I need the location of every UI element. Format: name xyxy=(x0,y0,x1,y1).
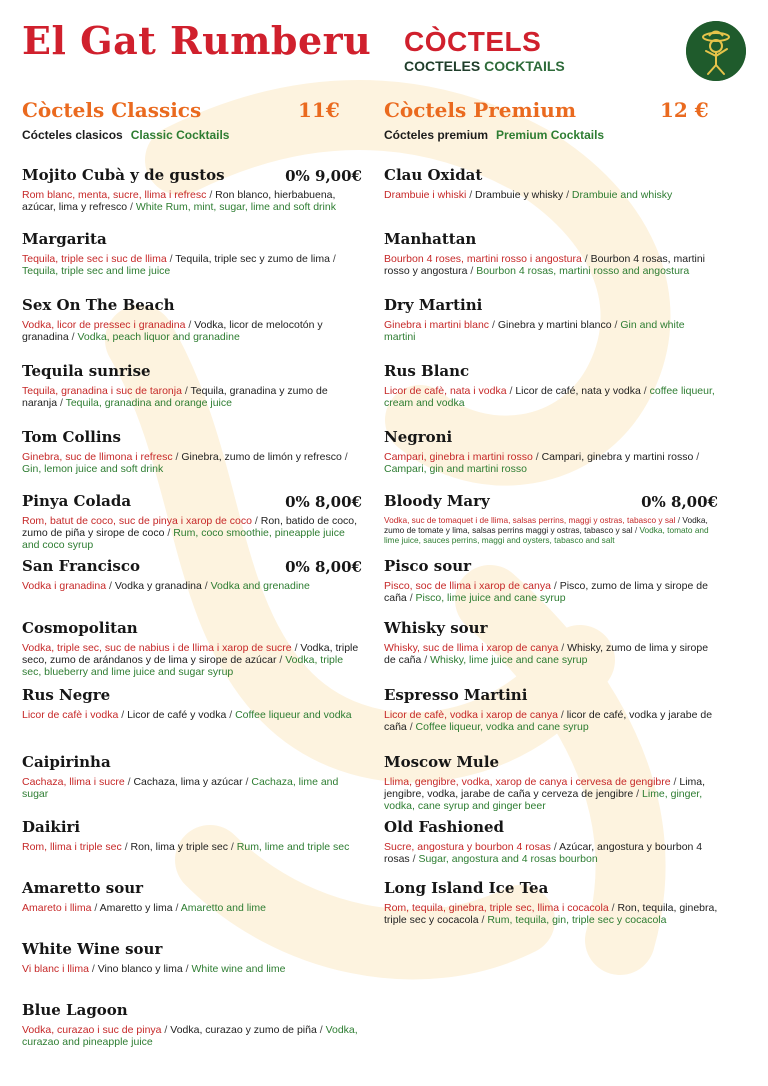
desc-es: Ron, batido de coco, zumo de piña y sirope de coco xyxy=(22,515,358,539)
desc-ca: Tequila, triple sec i suc de llima xyxy=(22,253,167,265)
desc-es: Ginebra y martini blanco xyxy=(497,319,612,331)
cocktail-description: Campari, ginebra i martini rosso / Campari, ginebra y martini rosso / Campari, gin and martini rosso xyxy=(384,451,700,475)
desc-en: Gin, lemon juice and soft drink xyxy=(22,463,164,475)
cocktail-item xyxy=(22,619,362,678)
desc-en: coffee liqueur, cream and vodka xyxy=(384,385,715,409)
cocktail-item xyxy=(22,230,362,277)
cocktail-item xyxy=(22,557,362,592)
cocktail-description: Tequila, granadina i suc de taronja / Tequila, granadina y zumo de naranja / Tequila, granadina and orange juice xyxy=(22,385,328,409)
section-title: Còctels Premium xyxy=(384,98,576,122)
cocktail-item xyxy=(22,428,362,475)
desc-es: Licor de café, nata y vodka xyxy=(515,385,641,397)
desc-en: Tequila, triple sec and lime juice xyxy=(22,265,171,277)
desc-en: Vodka, tomato and lime juice, sauces perrins, maggi and oysters, tabasco and salt xyxy=(384,525,709,545)
cocktail-name: Whisky sour xyxy=(384,619,488,637)
cocktail-description: Amareto i llima / Amaretto y lima / Amaretto and lime xyxy=(22,902,266,914)
desc-es: Lima, jengibre, vodka, jarabe de caña y cerveza de jengibre xyxy=(384,776,706,800)
desc-en: Pisco, lime juice and cane syrup xyxy=(415,592,566,604)
desc-es: Vodka y granadina xyxy=(114,580,202,592)
desc-en: Coffee liqueur, vodka and cane syrup xyxy=(415,721,589,733)
section-subtitle-es: Cócteles clasicos xyxy=(22,128,123,142)
desc-ca: Vodka, suc de tomaquet i de llima, salsas perrins, maggi y ostras, tabasco y sal xyxy=(384,515,676,525)
cocktail-item xyxy=(384,753,718,812)
desc-en: White Rum, mint, sugar, lime and soft drink xyxy=(135,201,336,213)
desc-ca: Vodka, licor de pressec i granadina xyxy=(22,319,186,331)
cocktail-item xyxy=(22,753,362,800)
desc-es: Bourbon 4 rosas, martini rosso y angostura xyxy=(384,253,706,277)
desc-en: Amaretto and lime xyxy=(180,902,266,914)
cocktail-name: Rus Blanc xyxy=(384,362,470,380)
desc-ca: Vi blanc i llima xyxy=(22,963,89,975)
section-title: Còctels Classics xyxy=(22,98,202,122)
desc-es: Campari, ginebra y martini rosso xyxy=(541,451,694,463)
cocktail-item xyxy=(22,1001,362,1048)
desc-en: Vodka, peach liquor and granadine xyxy=(77,331,240,343)
cocktail-description: Licor de cafè, vodka i xarop de canya / licor de café, vodka y jarabe de caña / Coffee liqueur, vodka and cane syrup xyxy=(384,709,713,733)
cocktail-description: Vodka, curazao i suc de pinya / Vodka, curazao y zumo de piña / Vodka, curazao and pineapple juice xyxy=(22,1024,358,1048)
cocktail-name: Long Island Ice Tea xyxy=(384,879,549,897)
desc-es: Ron, tequila, ginebra, triple sec y cocacola xyxy=(384,902,718,926)
desc-ca: Rom, llima i triple sec xyxy=(22,841,122,853)
desc-ca: Licor de cafè, nata i vodka xyxy=(384,385,507,397)
cocktail-item xyxy=(22,940,362,975)
desc-ca: Vodka, curazao i suc de pinya xyxy=(22,1024,162,1036)
cocktail-name: Clau Oxidat xyxy=(384,166,483,184)
desc-en: Whisky, lime juice and cane syrup xyxy=(430,654,588,666)
cocktail-description: Drambuie i whiski / Drambuie y whisky / Drambuie and whisky xyxy=(384,189,673,201)
cocktail-description: Pisco, soc de llima i xarop de canya / Pisco, zumo de lima y sirope de caña / Pisco, lime juice and cane syrup xyxy=(384,580,708,604)
section-price: 11€ xyxy=(298,98,340,122)
desc-ca: Llima, gengibre, vodka, xarop de canya i cervesa de gengibre xyxy=(384,776,671,788)
cocktail-description: Vodka i granadina / Vodka y granadina / Vodka and grenadine xyxy=(22,580,310,592)
cocktail-name: Old Fashioned xyxy=(384,818,505,836)
cocktail-item xyxy=(384,296,718,343)
cocktail-description: Vodka, suc de tomaquet i de llima, salsas perrins, maggi y ostras, tabasco y sal / Vodka, zumo de tomate y lima, salsas perrins maggi y ostras, tabasco y sal / Vodka, tomato and lime juice, sauces perrins, maggi and oysters, tabasco and salt xyxy=(384,515,709,545)
cocktail-name: Bloody Mary xyxy=(384,492,490,510)
desc-en: Rum, tequila, gin, triple sec y cocacola xyxy=(487,914,667,926)
desc-ca: Ginebra, suc de llimona i refresc xyxy=(22,451,173,463)
section-subtitle-en: Premium Cocktails xyxy=(496,128,605,142)
header-subtitle-es: COCTELES xyxy=(404,58,481,74)
cocktail-description: Vodka, triple sec, suc de nabius i de llima i xarop de sucre / Vodka, triple seco, zumo de arándanos y de lima y sirope de azúcar / Vodka, triple sec, blueberry and lime juice and sugar syrup xyxy=(22,642,359,678)
desc-ca: Pisco, soc de llima i xarop de canya xyxy=(384,580,551,592)
cocktail-name: Pisco sour xyxy=(384,557,472,575)
cocktail-item xyxy=(384,362,718,409)
desc-en: Vodka and grenadine xyxy=(210,580,310,592)
section-subtitle xyxy=(22,128,229,142)
cocktail-item xyxy=(22,686,362,721)
desc-en: White wine and lime xyxy=(191,963,286,975)
cocktail-name: Pinya Colada xyxy=(22,492,132,510)
cocktail-item xyxy=(22,362,362,409)
cocktail-description: Tequila, triple sec i suc de llima / Tequila, triple sec y zumo de lima / Tequila, triple sec and lime juice xyxy=(22,253,336,277)
desc-en: Bourbon 4 rosas, martini rosso and angostura xyxy=(476,265,690,277)
desc-en: Vodka, triple sec, blueberry and lime juice and sugar syrup xyxy=(22,654,344,678)
desc-ca: Campari, ginebra i martini rosso xyxy=(384,451,533,463)
desc-ca: Sucre, angostura y bourbon 4 rosas xyxy=(384,841,551,853)
desc-en: Cachaza, lime and sugar xyxy=(22,776,339,800)
cocktail-name: Tequila sunrise xyxy=(22,362,151,380)
cocktail-price: 0% 8,00€ xyxy=(285,558,362,576)
desc-ca: Rom blanc, menta, sucre, llima i refresc xyxy=(22,189,207,201)
cocktail-item xyxy=(22,818,362,853)
desc-en: Sugar, angostura and 4 rosas bourbon xyxy=(418,853,598,865)
desc-en: Rum, lime and triple sec xyxy=(236,841,350,853)
cocktail-name: Manhattan xyxy=(384,230,477,248)
desc-ca: Rom, tequila, ginebra, triple sec, llima i cocacola xyxy=(384,902,609,914)
cocktail-description: Rom, llima i triple sec / Ron, lima y triple sec / Rum, lime and triple sec xyxy=(22,841,350,853)
cocktail-name: Tom Collins xyxy=(22,428,121,446)
desc-en: Tequila, granadina and orange juice xyxy=(65,397,232,409)
cocktail-item xyxy=(22,296,362,343)
desc-ca: Vodka, triple sec, suc de nabius i de llima i xarop de sucre xyxy=(22,642,292,654)
desc-ca: Bourbon 4 roses, martini rosso i angostura xyxy=(384,253,582,265)
cocktail-item xyxy=(384,230,718,277)
cocktail-price: 0% 9,00€ xyxy=(285,167,362,185)
header-title: CÒCTELS xyxy=(404,26,542,57)
cocktail-item xyxy=(384,557,718,604)
cocktail-item xyxy=(384,879,718,926)
brand-title: El Gat Rumberu xyxy=(22,18,372,63)
desc-es: Ron, lima y triple sec xyxy=(130,841,228,853)
desc-es: Vodka, zumo de tomate y lima, salsas perrins maggi y ostras, tabasco y sal xyxy=(384,515,708,535)
desc-es: Tequila, triple sec y zumo de lima xyxy=(175,253,330,265)
cocktail-description: Rom, batut de coco, suc de pinya i xarop de coco / Ron, batido de coco, zumo de piña y sirope de coco / Rum, coco smoothie, pineapple juice and coco syrup xyxy=(22,515,358,551)
cocktail-item xyxy=(22,166,362,213)
cocktail-description: Licor de cafè, nata i vodka / Licor de café, nata y vodka / coffee liqueur, cream and vodka xyxy=(384,385,715,409)
cocktail-price: 0% 8,00€ xyxy=(285,493,362,511)
section-price: 12 € xyxy=(660,98,709,122)
desc-ca: Whisky, suc de llima i xarop de canya xyxy=(384,642,559,654)
cocktail-description: Llima, gengibre, vodka, xarop de canya i cervesa de gengibre / Lima, jengibre, vodka, jarabe de caña y cerveza de jengibre / Lime, ginger, vodka, cane syrup and ginger beer xyxy=(384,776,706,812)
desc-es: Vodka, curazao y zumo de piña xyxy=(170,1024,317,1036)
cocktail-description: Whisky, suc de llima i xarop de canya / Whisky, zumo de lima y sirope de caña / Whisky, lime juice and cane syrup xyxy=(384,642,709,666)
cocktail-description: Vodka, licor de pressec i granadina / Vodka, licor de melocotón y granadina / Vodka, peach liquor and granadine xyxy=(22,319,323,343)
cocktail-name: Daikiri xyxy=(22,818,81,836)
cocktail-name: White Wine sour xyxy=(22,940,163,958)
desc-es: Azúcar, angostura y bourbon 4 rosas xyxy=(384,841,703,865)
desc-es: licor de café, vodka y jarabe de caña xyxy=(384,709,713,733)
cocktail-item xyxy=(384,686,718,733)
desc-es: Licor de café y vodka xyxy=(127,709,227,721)
cocktail-item xyxy=(384,818,718,865)
desc-es: Vino blanco y lima xyxy=(97,963,183,975)
cocktail-description: Ginebra, suc de llimona i refresc / Ginebra, zumo de limón y refresco / Gin, lemon juice and soft drink xyxy=(22,451,348,475)
cocktail-description: Sucre, angostura y bourbon 4 rosas / Azúcar, angostura y bourbon 4 rosas / Sugar, angostura and 4 rosas bourbon xyxy=(384,841,703,865)
cocktail-item xyxy=(384,428,718,475)
cocktail-price: 0% 8,00€ xyxy=(641,493,718,511)
cocktail-description: Bourbon 4 roses, martini rosso i angostura / Bourbon 4 rosas, martini rosso y angostura / Bourbon 4 rosas, martini rosso and angostura xyxy=(384,253,706,277)
desc-ca: Rom, batut de coco, suc de pinya i xarop de coco xyxy=(22,515,252,527)
cocktail-name: Cosmopolitan xyxy=(22,619,138,637)
gat-logo-icon xyxy=(686,21,746,81)
cocktail-name: Amaretto sour xyxy=(22,879,144,897)
cocktail-description: Rom blanc, menta, sucre, llima i refresc / Ron blanco, hierbabuena, azúcar, lima y refresco / White Rum, mint, sugar, lime and soft drink xyxy=(22,189,336,213)
header-subtitle xyxy=(404,58,565,74)
desc-es: Pisco, zumo de lima y sirope de caña xyxy=(384,580,708,604)
desc-ca: Vodka i granadina xyxy=(22,580,107,592)
cocktail-description: Ginebra i martini blanc / Ginebra y martini blanco / Gin and white martini xyxy=(384,319,685,343)
desc-ca: Amareto i llima xyxy=(22,902,92,914)
cocktail-item xyxy=(384,619,718,666)
cocktail-name: Sex On The Beach xyxy=(22,296,175,314)
desc-es: Amaretto y lima xyxy=(99,902,173,914)
cocktail-item xyxy=(22,492,362,551)
desc-en: Campari, gin and martini rosso xyxy=(384,463,527,475)
header-subtitle-en: COCKTAILS xyxy=(484,58,565,74)
cocktail-name: Mojito Cubà y de gustos xyxy=(22,166,225,184)
desc-en: Coffee liqueur and vodka xyxy=(235,709,352,721)
cocktail-description: Vi blanc i llima / Vino blanco y lima / White wine and lime xyxy=(22,963,286,975)
desc-es: Drambuie y whisky xyxy=(475,189,564,201)
cocktail-name: Dry Martini xyxy=(384,296,483,314)
desc-en: Lime, ginger, vodka, cane syrup and ginger beer xyxy=(384,788,703,812)
cocktail-name: Caipirinha xyxy=(22,753,111,771)
cocktail-description: Cachaza, llima i sucre / Cachaza, lima y azúcar / Cachaza, lime and sugar xyxy=(22,776,339,800)
desc-es: Tequila, granadina y zumo de naranja xyxy=(22,385,328,409)
cocktail-name: Blue Lagoon xyxy=(22,1001,128,1019)
cocktail-item xyxy=(22,879,362,914)
desc-es: Ginebra, zumo de limón y refresco xyxy=(181,451,342,463)
desc-es: Vodka, triple seco, zumo de arándanos y de lima y sirope de azúcar xyxy=(22,642,359,666)
section-subtitle xyxy=(384,128,604,142)
desc-en: Rum, coco smoothie, pineapple juice and coco syrup xyxy=(22,527,345,551)
desc-en: Vodka, curazao and pineapple juice xyxy=(22,1024,358,1048)
desc-ca: Licor de cafè, vodka i xarop de canya xyxy=(384,709,558,721)
desc-es: Cachaza, lima y azúcar xyxy=(133,776,243,788)
cocktail-item xyxy=(384,166,718,201)
cocktail-name: San Francisco xyxy=(22,557,141,575)
cocktail-name: Moscow Mule xyxy=(384,753,500,771)
cocktail-description: Licor de cafè i vodka / Licor de café y vodka / Coffee liqueur and vodka xyxy=(22,709,352,721)
desc-ca: Drambuie i whiski xyxy=(384,189,467,201)
cocktail-item xyxy=(384,492,718,545)
cocktail-name: Margarita xyxy=(22,230,107,248)
desc-ca: Licor de cafè i vodka xyxy=(22,709,119,721)
desc-ca: Ginebra i martini blanc xyxy=(384,319,490,331)
desc-es: Vodka, licor de melocotón y granadina xyxy=(22,319,323,343)
section-subtitle-es: Cócteles premium xyxy=(384,128,489,142)
desc-es: Ron blanco, hierbabuena, azúcar, lima y refresco xyxy=(22,189,336,213)
desc-ca: Cachaza, llima i sucre xyxy=(22,776,125,788)
section-subtitle-en: Classic Cocktails xyxy=(130,128,230,142)
cocktail-name: Negroni xyxy=(384,428,453,446)
desc-es: Whisky, zumo de lima y sirope de caña xyxy=(384,642,709,666)
cocktail-name: Rus Negre xyxy=(22,686,111,704)
desc-ca: Tequila, granadina i suc de taronja xyxy=(22,385,182,397)
cocktail-name: Espresso Martini xyxy=(384,686,528,704)
cocktail-description: Rom, tequila, ginebra, triple sec, llima i cocacola / Ron, tequila, ginebra, triple sec y cocacola / Rum, tequila, gin, triple sec y cocacola xyxy=(384,902,718,926)
desc-en: Drambuie and whisky xyxy=(571,189,673,201)
desc-en: Gin and white martini xyxy=(384,319,685,343)
